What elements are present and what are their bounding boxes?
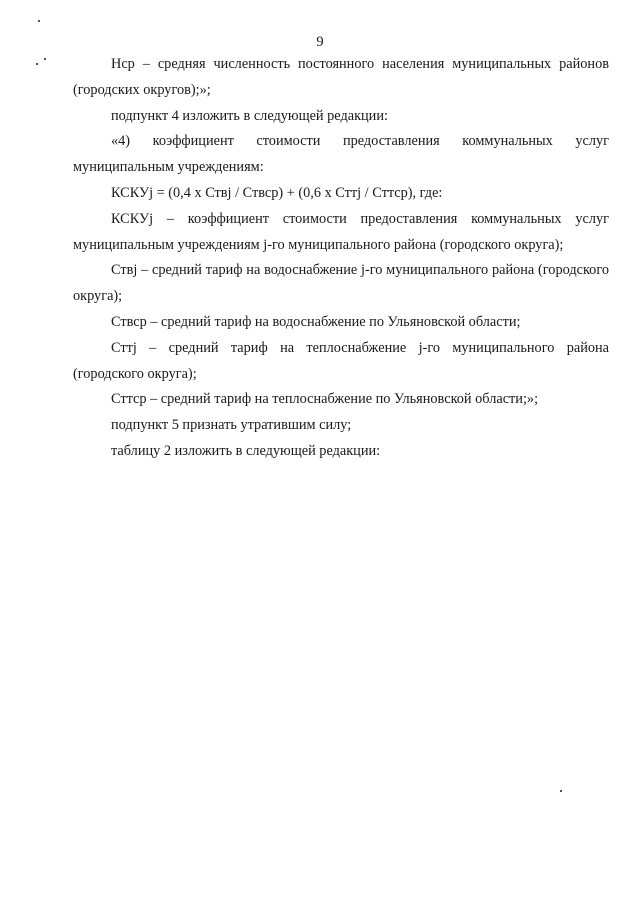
scan-speck xyxy=(560,790,562,792)
paragraph-kskuj-definition: КСКУj – коэффициент стоимости предоставления коммунальных услуг муниципальным учреждениям j-го муниципального района (городского округа); xyxy=(73,210,609,253)
scan-speck xyxy=(36,63,38,65)
paragraph-formula: КСКУj = (0,4 х Ствj / Ствср) + (0,6 х Сттj / Сттср), где: xyxy=(111,184,443,201)
paragraph-table-2: таблицу 2 изложить в следующей редакции: xyxy=(111,442,381,459)
document-body xyxy=(73,52,609,465)
paragraph-stvj-definition: Ствj – средний тариф на водоснабжение j-го муниципального района (городского округа); xyxy=(73,262,609,305)
paragraph-ncr: Нср – средняя численность постоянного населения муниципальных районов (городских округов);»; xyxy=(73,56,609,98)
paragraph-sttj-definition: Сттj – средний тариф на теплоснабжение j-го муниципального района (городского округа); xyxy=(73,339,609,382)
paragraph-stvsr-definition: Ствср – средний тариф на водоснабжение по Ульяновской области; xyxy=(111,313,521,330)
paragraph-coefficient-heading: «4) коэффициент стоимости предоставления коммунальных услуг муниципальным учреждениям: xyxy=(73,133,609,176)
page-number: 9 xyxy=(316,34,324,50)
paragraph-subpoint-4: подпункт 4 изложить в следующей редакции: xyxy=(111,107,388,124)
scan-speck xyxy=(44,58,46,60)
paragraph-subpoint-5: подпункт 5 признать утратившим силу; xyxy=(111,417,352,434)
scan-speck xyxy=(38,20,40,22)
paragraph-sttsr-definition: Сттср – средний тариф на теплоснабжение по Ульяновской области;»; xyxy=(111,391,539,408)
